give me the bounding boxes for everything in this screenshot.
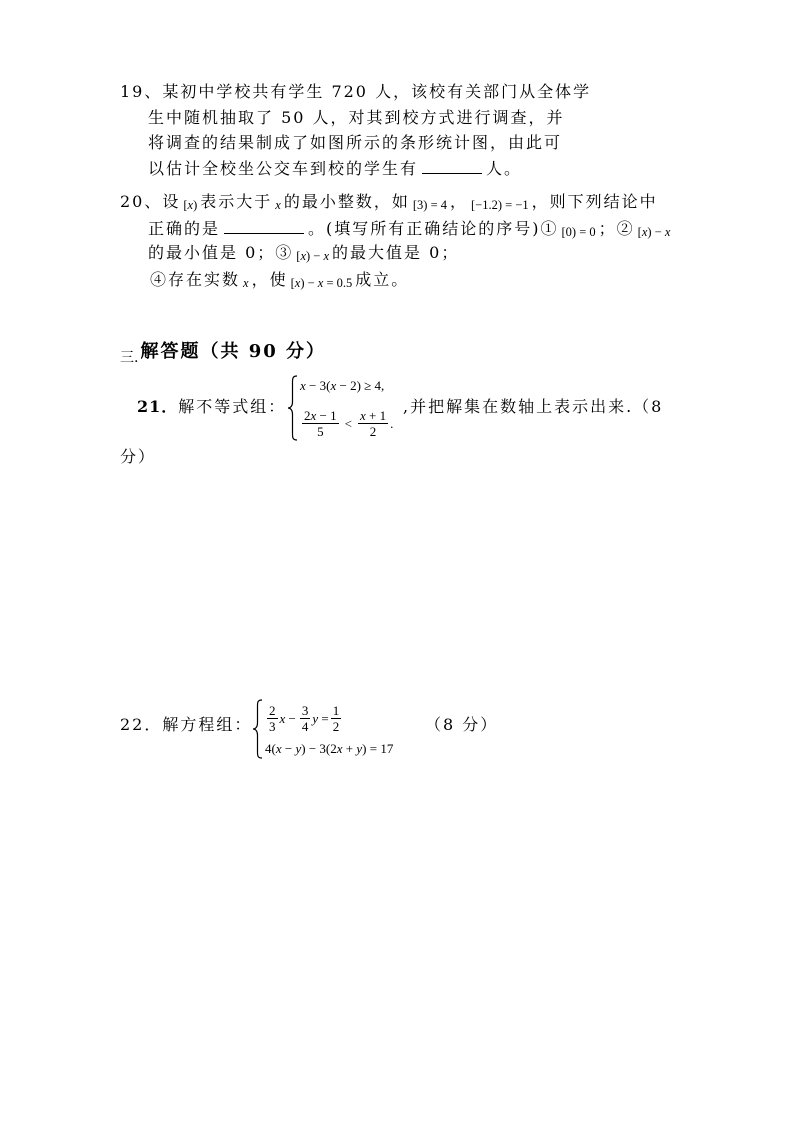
left-brace-icon <box>287 375 298 441</box>
q22-score: （8 分） <box>425 715 499 734</box>
fraction-denominator: 2 <box>332 719 340 734</box>
q20-math: x <box>275 198 281 212</box>
q21-prompt-line <box>137 397 286 417</box>
q20-math: [3) = 4 <box>412 198 447 212</box>
q20-text: 的最小整数，如 <box>283 192 410 211</box>
q20-text: ；② <box>598 219 635 238</box>
q21-row-1 <box>300 379 384 393</box>
q20-text: 表示大于 <box>200 192 273 211</box>
fraction-denominator: 2 <box>369 424 377 439</box>
fraction-numerator: 2x − 1 <box>304 408 337 423</box>
section-heading <box>120 340 326 365</box>
q20-math: [x) − x <box>296 249 330 263</box>
q20-text: ④存在实数 <box>150 270 241 289</box>
q19-line-3: 将调查的结果制成了如图所示的条形统计图，由此可 <box>148 133 563 152</box>
q20-text: 20、设 <box>120 192 181 211</box>
q19-line-4-text: 以估计全校坐公交车到校的学生有 <box>148 159 419 178</box>
q19-answer-suffix: 人。 <box>486 159 523 178</box>
q21-prompt: 解不等式组： <box>178 397 287 416</box>
q22-term-2: y = <box>312 710 329 726</box>
q20-text: ，则下列结论中 <box>531 192 658 211</box>
q20-math: [0) = 0 <box>561 225 596 239</box>
fraction-numerator: x + 1 <box>359 408 387 423</box>
fraction-denominator: 4 <box>301 719 309 734</box>
q20-math: [−1.2) = −1 <box>471 198 529 212</box>
q20-line-3 <box>148 243 459 264</box>
q19-line-2: 生中随机抽取了 50 人，对其到校方式进行调查，并 <box>148 108 565 127</box>
q21-fraction-1 <box>302 408 339 439</box>
q22-term-1: x − <box>279 710 296 726</box>
q20-text: 正确的是 <box>148 219 221 238</box>
q19-line-4 <box>148 158 522 179</box>
q20-text: 的最小值是 0；③ <box>148 243 294 262</box>
q21-tail-wrap: 分） <box>120 447 157 466</box>
q21-fraction-2 <box>358 408 388 439</box>
q22-row-2 <box>265 742 393 756</box>
q20-math: [x) − x <box>637 225 671 239</box>
q22-prompt: 解方程组： <box>162 715 253 734</box>
q19-answer-blank <box>422 158 482 174</box>
q22-row-1 <box>265 703 343 734</box>
q22-equation-2: 4(x − y) − 3(2x + y) = 17 <box>265 741 394 756</box>
q20-math: [x) − x = 0.5 <box>290 276 353 290</box>
q20-text: 的最大值是 0； <box>332 243 460 262</box>
fraction-denominator: 3 <box>269 719 276 734</box>
q21-row-2-end: . <box>390 415 394 431</box>
q20-text: ， <box>450 192 469 211</box>
q21-tail: ,并把解集在数轴上表示出来.（8 <box>403 397 664 416</box>
q21-row-2 <box>300 408 393 439</box>
q20-math: [x) <box>183 198 198 212</box>
q22-number: 22． <box>120 715 163 734</box>
q21-inequality-system <box>287 375 403 441</box>
q22-fraction-3 <box>331 703 342 734</box>
q22-prompt-line <box>120 715 252 735</box>
fraction-numerator: 3 <box>301 703 309 718</box>
q20-math: x <box>243 276 249 290</box>
q20-text: 成立。 <box>355 270 410 289</box>
q20-answer-blank <box>224 218 304 234</box>
section-number: 三. <box>120 350 139 366</box>
q21-inequality-1: x − 3(x − 2) ≥ 4, <box>300 378 385 393</box>
less-than-sign: < <box>344 415 352 431</box>
q22-fraction-2 <box>300 703 311 734</box>
fraction-denominator: 5 <box>317 424 324 439</box>
fraction-numerator: 1 <box>332 703 340 718</box>
left-brace-icon <box>252 699 263 759</box>
section-title: 解答题（共 90 分） <box>140 341 327 362</box>
q22-equation-system <box>252 699 422 759</box>
q20-text: ，使 <box>251 270 288 289</box>
q20-text: 。(填写所有正确结论的序号)① <box>308 219 559 238</box>
q20-line-1 <box>120 192 658 213</box>
q21-number: 21． <box>137 397 179 416</box>
q22-fraction-1 <box>267 703 278 734</box>
q20-line-4 <box>150 270 409 291</box>
q20-line-2 <box>148 218 673 240</box>
fraction-numerator: 2 <box>269 703 276 718</box>
q19-line-1: 19、某初中学校共有学生 720 人，该校有关部门从全体学 <box>120 82 592 101</box>
